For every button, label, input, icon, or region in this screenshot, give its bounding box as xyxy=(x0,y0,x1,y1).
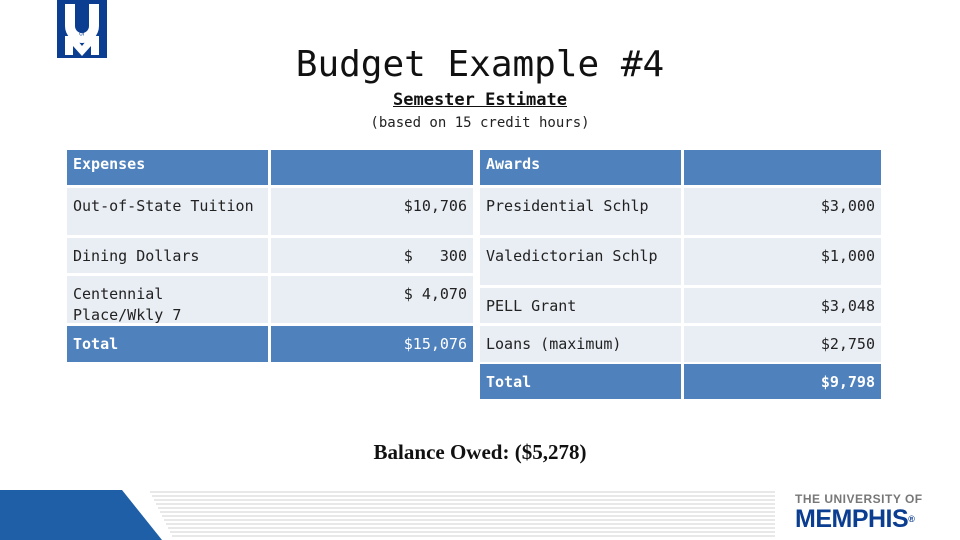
award-amount: $3,048 xyxy=(684,288,881,323)
expense-amount: $ 4,070 xyxy=(271,276,473,323)
expenses-total-amount: $15,076 xyxy=(271,326,473,362)
subtitle-note: (based on 15 credit hours) xyxy=(370,115,590,131)
balance-owed: Balance Owed: ($5,278) xyxy=(373,440,587,464)
expenses-header-blank xyxy=(271,150,473,185)
expense-amount: $10,706 xyxy=(271,188,473,235)
award-amount: $2,750 xyxy=(684,326,881,362)
university-wordmark xyxy=(795,493,935,532)
expense-label: Centennial Place/Wkly 7 xyxy=(67,276,268,323)
expense-label: Dining Dollars xyxy=(67,238,268,273)
footer-lines xyxy=(150,492,775,536)
awards-total-amount: $9,798 xyxy=(684,364,881,399)
expenses-total-label: Total xyxy=(67,326,268,362)
award-amount: $1,000 xyxy=(684,238,881,285)
subtitle: Semester Estimate xyxy=(393,90,567,110)
footer-blue-shape xyxy=(0,490,162,540)
page-title: Budget Example #4 xyxy=(295,44,665,85)
award-label: PELL Grant xyxy=(480,288,681,323)
award-amount: $3,000 xyxy=(684,188,881,235)
award-label: Loans (maximum) xyxy=(480,326,681,362)
expenses-header: Expenses xyxy=(67,150,268,185)
wordmark-memphis: MEMPHIS xyxy=(795,505,909,533)
award-label: Presidential Schlp xyxy=(480,188,681,235)
registered-mark: ® xyxy=(908,514,915,524)
awards-header: Awards xyxy=(480,150,681,185)
expense-amount: $ 300 xyxy=(271,238,473,273)
wordmark-line1: THE UNIVERSITY OF xyxy=(795,492,923,506)
awards-total-label: Total xyxy=(480,364,681,399)
wordmark-line2 xyxy=(795,506,935,532)
logo-small-text: of xyxy=(79,30,85,38)
expense-label: Out-of-State Tuition xyxy=(67,188,268,235)
awards-header-blank xyxy=(684,150,881,185)
award-label: Valedictorian Schlp xyxy=(480,238,681,285)
